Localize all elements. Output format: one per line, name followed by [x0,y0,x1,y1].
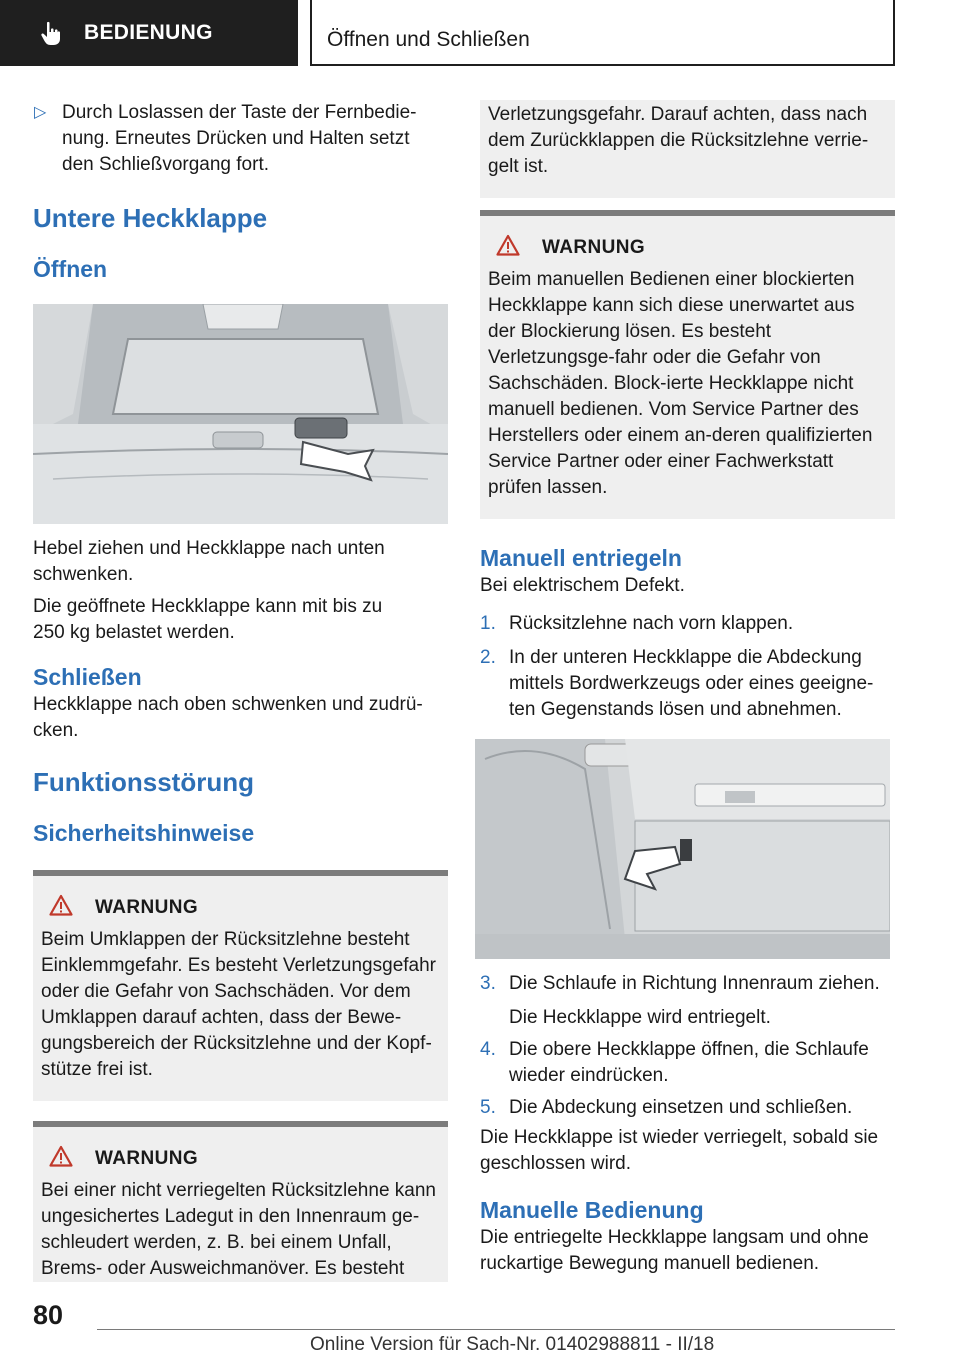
header-divider [310,0,312,66]
warning-text: Beim Umklappen der Rücksitzlehne besteht Einklemmgefahr. Es besteht Verletzungsgefahr oder die Gefahr von Sachschäden. Vor dem Umklappen darauf achten, dass der Bewe-gungsbereich der Rücksitzlehne und der Kopf-stütze frei ist. [41,929,437,1080]
heading-manuell-entriegeln: Manuell entriegeln [480,545,682,571]
bullet-item [33,100,448,178]
heading-sicherheitshinweise: Sicherheitshinweise [33,820,255,846]
warning-box-einklemmgefahr [33,870,448,1101]
heading-schliessen: Schließen [33,664,142,690]
paragraph-defekt: Bei elektrischem Defekt. [480,575,685,596]
header-section-tab [0,0,298,66]
header-chapter-title: Öffnen und Schließen [327,28,530,51]
heading-untere-heckklappe: Untere Heckklappe [33,203,268,233]
footer-online-version: Online Version für Sach-Nr. 01402988811 - II/18 [310,1334,715,1355]
step-number: 1. [480,613,496,634]
step-item [480,645,895,723]
page-number: 80 [33,1300,64,1330]
warning-text-continued: Verletzungsgefahr. Darauf achten, dass nach dem Zurückklappen die Rücksitzlehne verrie-gelt ist. [488,104,869,177]
step-item [480,1095,895,1121]
footer-divider [97,1329,895,1330]
warning-triangle-icon [496,234,520,261]
header-frame-bottom [310,64,895,66]
warning-box-ladegut [33,1121,448,1282]
step-text: In der unteren Heckklappe die Abdeckung mittels Bordwerkzeugs oder eines geeigne-ten Gegenstands lösen und abnehmen. [509,647,874,720]
header-frame-right [893,0,895,66]
step-item [480,611,895,637]
step-text: Die obere Heckklappe öffnen, die Schlaufe wieder eindrücken. [509,1039,869,1086]
trunk-floor-illustration [33,304,448,524]
step-number: 3. [480,973,496,994]
heading-oeffnen: Öffnen [33,256,108,282]
step-text: Die Abdeckung einsetzen und schließen. [509,1097,853,1118]
header-section-label: BEDIENUNG [84,21,213,44]
paragraph-verriegelt: Die Heckklappe ist wieder verriegelt, sobald sie geschlossen wird. [480,1127,879,1174]
step-item [480,1037,895,1089]
warning-title: WARNUNG [95,1147,199,1169]
left-column [33,100,448,1282]
paragraph-belastet: Die geöffnete Heckklappe kann mit bis zu 250 kg belastet werden. [33,596,383,643]
right-column [480,100,895,1277]
heading-manuelle-bedienung: Manuelle Bedienung [480,1197,704,1223]
warning-triangle-icon [49,894,73,921]
warning-title: WARNUNG [542,236,646,258]
step-number: 5. [480,1097,496,1118]
cover-removal-illustration [475,739,890,959]
hand-pointer-icon [38,20,64,46]
step-number: 4. [480,1039,496,1060]
warning-text: Beim manuellen Bedienen einer blockierten Heckklappe kann sich diese unerwartet aus der Blockierung lösen. Es besteht Verletzungsge-fahr oder die Gefahr von Sachschäden. Block-ierte Heckklappe nicht manuell bedienen. Vom Service Partner des Herstellers oder einem an-deren qualifizierten Service Partner oder einer Fachwerkstatt prüfen lassen. [488,269,873,498]
warning-box-continued [480,100,895,198]
heading-funktionsstoerung: Funktionsstörung [33,767,254,797]
triangle-bullet-icon: ▷ [34,104,47,121]
warning-box-blockierte-heckklappe [480,210,895,519]
warning-text: Bei einer nicht verriegelten Rücksitzlehne kann ungesichertes Ladegut in den Innenraum ge-schleudert werden, z. B. bei einem Unfall, Brems- oder Ausweichmanöver. Es besteht [41,1180,436,1279]
bullet-text: Durch Loslassen der Taste der Fernbedie-nung. Erneutes Drücken und Halten setzt den Schließvorgang fort. [62,102,417,175]
warning-triangle-icon [49,1145,73,1172]
step-result: Die Heckklappe wird entriegelt. [509,1007,771,1028]
step-text: Rücksitzlehne nach vorn klappen. [509,613,794,634]
warning-title: WARNUNG [95,896,199,918]
paragraph-bedienung: Die entriegelte Heckklappe langsam und ohne ruckartige Bewegung manuell bedienen. [480,1227,869,1274]
step-item [480,971,895,997]
paragraph-hebel: Hebel ziehen und Heckklappe nach unten schwenken. [33,538,385,585]
step-number: 2. [480,647,496,668]
step-text: Die Schlaufe in Richtung Innenraum ziehen. [509,973,880,994]
paragraph-schliessen: Heckklappe nach oben schwenken und zudrü-cken. [33,694,423,741]
